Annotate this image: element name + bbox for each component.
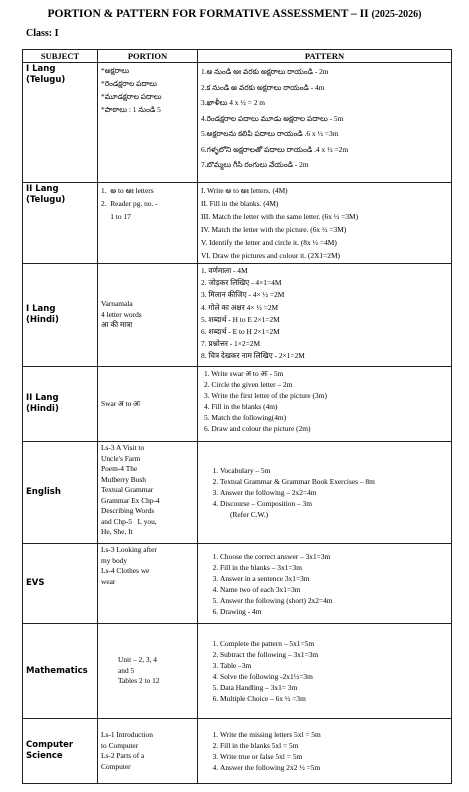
subject-line: (Telugu) <box>26 195 66 205</box>
pattern-line: 5. शब्दार्थ - H to E 2×1=2M <box>201 314 280 324</box>
portion-line: to Computer <box>101 740 139 750</box>
portion-line: Swar अ to अः <box>101 399 141 409</box>
pattern-item: 3. Answer the following – 2x2=4m <box>220 487 448 498</box>
pattern-item: 6. Multiple Choice – 6x ½ =3m <box>220 693 448 704</box>
portion-line: Ls-3 A Visit to <box>101 443 145 452</box>
subject-line: (Telugu) <box>26 75 66 85</box>
pattern-line: 4. गोले का अक्षर 4× ½ =2M <box>201 302 279 312</box>
portion-line: Describing Words <box>101 506 155 515</box>
portion-cell <box>98 264 198 367</box>
pattern-line: 2. Circle the given letter – 2m <box>204 380 293 389</box>
pattern-cell <box>198 183 452 264</box>
pattern-line: 6. शब्दार्थ - E to H 2×1=2M <box>201 327 280 337</box>
portion-line: Grammar Ex Chp-4 <box>101 495 160 505</box>
portion-line: Textual Grammar <box>101 485 154 494</box>
pattern-item: 2. Fill in the blanks – 3x1=3m <box>220 562 448 573</box>
title-text: PORTION & PATTERN FOR FORMATIVE ASSESSMENT – II <box>47 8 369 20</box>
portion-line: Varnamala <box>101 299 133 309</box>
page-title <box>0 8 469 20</box>
portion-line: *రెండక్షరాల పదాలు <box>101 79 157 88</box>
table-row <box>23 264 452 367</box>
table-row <box>23 183 452 264</box>
pattern-line: 4. Fill in the blanks (4m) <box>204 402 278 411</box>
pattern-list <box>204 465 448 509</box>
subject-line: (Hindi) <box>26 404 59 414</box>
portion-cell <box>98 63 198 183</box>
portion-pattern-table <box>22 49 452 784</box>
portion-line: 1 to 17 <box>101 212 131 221</box>
class-label: Class: I <box>26 28 59 39</box>
subject-cell <box>23 719 98 784</box>
header-portion: PORTION <box>98 50 198 63</box>
portion-line: Ls-4 Clothes we <box>101 566 150 575</box>
pattern-line: VI. Draw the pictures and colour it. (2X1=2M) <box>201 251 341 260</box>
portion-line: *మూడక్షరాల పదాలు <box>101 92 162 101</box>
pattern-item: 5. Answer the following (short) 2x2=4m <box>220 595 448 606</box>
pattern-cell <box>198 442 452 544</box>
portion-cell <box>98 183 198 264</box>
pattern-line: III. Match the letter with the same letter. (6x ½ =3M) <box>201 212 359 221</box>
pattern-line: 6.గళ్ళలోని అక్షరాలతో పదాలు రాయండి .4 x ½ =2m <box>201 144 349 154</box>
pattern-note: (Refer C.W.) <box>230 510 269 519</box>
pattern-item: 5. Data Handling – 3x1= 3m <box>220 682 448 693</box>
pattern-item: 1. Complete the pattern – 5x1=5m <box>220 638 448 649</box>
portion-cell <box>98 544 198 624</box>
pattern-item: 6. Drawing - 4m <box>220 606 448 617</box>
subject-line: EVS <box>26 578 45 588</box>
subject-line: Computer <box>26 740 74 750</box>
pattern-line: 4.రెండక్షరాల పదాలు మూడు అక్షరాల పదాలు - 5m <box>201 113 344 123</box>
subject-line: Science <box>26 751 63 761</box>
table-row <box>23 367 452 442</box>
portion-line: Uncle's Farm <box>101 453 141 463</box>
table-row <box>23 63 452 183</box>
portion-line: 2. Reader pg. no. - <box>101 199 158 208</box>
portion-line: Ls-3 Looking after <box>101 545 157 554</box>
portion-line: Unit – 2, 3, 4 <box>118 655 158 665</box>
pattern-cell <box>198 544 452 624</box>
pattern-list <box>204 638 448 704</box>
pattern-line: 1. वर्णमाला - 4M <box>201 266 248 275</box>
subject-line: II Lang <box>26 393 59 403</box>
subject-line: II Lang <box>26 184 59 194</box>
portion-cell <box>98 624 198 719</box>
subject-cell <box>23 544 98 624</box>
portion-line: and Chp-5 I, you, <box>101 516 157 526</box>
pattern-line: 6. Draw and colour the picture (2m) <box>204 424 311 433</box>
subject-line: I Lang <box>26 304 56 314</box>
pattern-line: 3. Write the first letter of the picture (3m) <box>204 391 327 400</box>
pattern-line: V. Identify the letter and circle it. (8x ½ =4M) <box>201 238 337 247</box>
pattern-line: 5.అక్షరాలను కలిపి పదాలు రాయండి .6 x ½ =3m <box>201 129 339 138</box>
subject-cell <box>23 442 98 544</box>
pattern-item: 3. Answer in a sentence 3x1=3m <box>220 573 448 584</box>
subject-line: Mathematics <box>26 665 88 676</box>
pattern-line: 7. प्रश्नोत्तर - 1×2=2M <box>201 339 261 349</box>
table-row <box>23 719 452 784</box>
pattern-item: 3. Table –3m <box>220 660 448 671</box>
pattern-line: II. Fill in the blanks. (4M) <box>201 199 279 208</box>
subject-cell <box>23 624 98 719</box>
pattern-item: 1. Choose the correct answer – 3x1=3m <box>220 551 448 562</box>
subject-line: English <box>26 487 61 497</box>
portion-line: आ की मात्रा <box>101 320 133 330</box>
portion-line: Tables 2 to 12 <box>118 676 160 686</box>
pattern-line: 7.బొమ్మలు గీసి రంగులు వేయండి - 2m <box>201 160 309 169</box>
pattern-item: 4. Answer the following 2x2 ½ =5m <box>220 762 448 773</box>
pattern-cell <box>198 367 452 442</box>
pattern-list <box>204 729 448 773</box>
portion-line: Ls-1 Introduction <box>101 730 153 739</box>
table-row <box>23 442 452 544</box>
pattern-cell <box>198 63 452 183</box>
pattern-line: 2. जोड़कर लिखिए - 4×1=4M <box>201 278 282 288</box>
table-row <box>23 544 452 624</box>
pattern-line: 8. चित्र देखकर नाम लिखिए - 2×1=2M <box>201 351 305 361</box>
subject-cell <box>23 183 98 264</box>
pattern-cell <box>198 719 452 784</box>
academic-year: (2025-2026) <box>371 9 422 20</box>
pattern-item: 4. Solve the following -2x1½=3m <box>220 671 448 682</box>
pattern-item: 1. Write the missing letters 5xl = 5m <box>220 729 448 740</box>
pattern-line: I. Write అ to అః letters. (4M) <box>201 186 288 195</box>
portion-cell <box>98 719 198 784</box>
header-subject: SUBJECT <box>23 50 98 63</box>
pattern-line: 2.క నుండి ఱ వరకు అక్షరాలు రాయండి - 4m <box>201 82 325 92</box>
portion-cell <box>98 367 198 442</box>
portion-line: 4 letter words <box>101 309 142 319</box>
portion-line: Ls-2 Parts of a <box>101 751 145 760</box>
portion-line: Computer <box>101 761 131 771</box>
pattern-line: IV. Match the letter with the picture. (6x ½ =3M) <box>201 225 347 234</box>
subject-line: (Hindi) <box>26 315 59 325</box>
pattern-item: 4. Name two of each 3x1=3m <box>220 584 448 595</box>
table-header-row <box>23 50 452 63</box>
pattern-item: 4. Discourse – Composition – 3m <box>220 498 448 509</box>
pattern-line: 3. मिलान कीजिए - 4× ½ =2M <box>201 290 285 300</box>
pattern-item: 2. Textual Grammar & Grammar Book Exercises – 8m <box>220 476 448 487</box>
header-pattern: PATTERN <box>198 50 452 63</box>
pattern-line: 1.అ నుండి అః వరకు అక్షరాలు రాయండి - 2m <box>201 67 329 76</box>
portion-line: Poem-4 The <box>101 464 138 473</box>
subject-cell <box>23 264 98 367</box>
table-row <box>23 624 452 719</box>
pattern-line: 1. Write swar अ to अः - 5m <box>204 369 284 378</box>
portion-line: He, She, It <box>101 527 133 536</box>
subject-line: I Lang <box>26 64 56 74</box>
pattern-line: 5. Match the following(4m) <box>204 413 287 422</box>
pattern-cell <box>198 264 452 367</box>
portion-cell <box>98 442 198 544</box>
portion-line: and 5 <box>118 665 135 675</box>
pattern-cell <box>198 624 452 719</box>
subject-cell <box>23 63 98 183</box>
subject-cell <box>23 367 98 442</box>
portion-line: my body <box>101 555 128 565</box>
portion-line: *అక్షరాలు <box>101 66 130 75</box>
pattern-item: 2. Fill in the blanks 5xl = 5m <box>220 740 448 751</box>
portion-line: Mulberry Bush <box>101 474 146 484</box>
pattern-item: 1. Vocabulary – 5m <box>220 465 448 476</box>
pattern-item: 2. Subtract the following – 3x1=3m <box>220 649 448 660</box>
pattern-item: 3. Write true or false 5xl = 5m <box>220 751 448 762</box>
portion-line: wear <box>101 576 116 586</box>
portion-line: *పాఠాలు : 1 నుండి 5 <box>101 105 161 114</box>
portion-line: 1. అ to అః letters <box>101 186 154 195</box>
pattern-list <box>204 551 448 617</box>
pattern-line: 3.ఖాళీలు 4 x ½ = 2 m <box>201 98 266 107</box>
